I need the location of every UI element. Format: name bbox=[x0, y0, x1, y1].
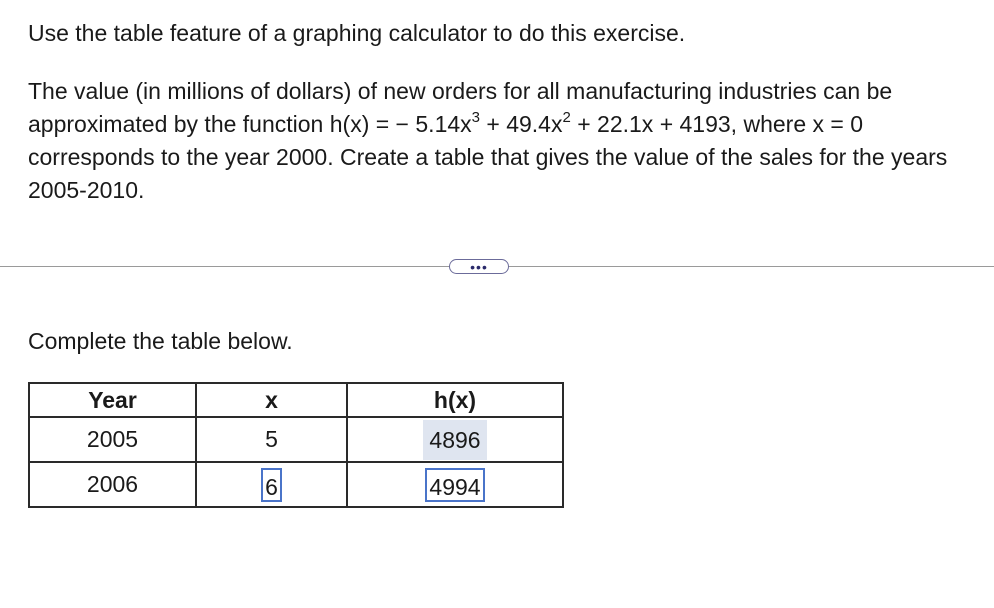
header-x: x bbox=[196, 383, 347, 417]
instructions-text: Use the table feature of a graphing calculator to do this exercise. bbox=[28, 20, 686, 46]
year-cell: 2005 bbox=[29, 417, 196, 462]
x-cell: 5 bbox=[196, 417, 347, 462]
table-prompt: Complete the table below. bbox=[28, 328, 293, 354]
x-cell bbox=[196, 462, 347, 507]
table-row bbox=[29, 462, 563, 507]
x-answer-input[interactable]: 6 bbox=[261, 468, 282, 502]
table-header-row bbox=[29, 383, 563, 417]
exponent-squared: 2 bbox=[562, 109, 571, 127]
problem-text-part1: The value (in millions of dollars) of new orders for all manufacturing industries can be approximated by the function h(x) = − 5.14x bbox=[28, 78, 893, 137]
hx-answer-value: 4896 bbox=[423, 420, 486, 460]
year-cell: 2006 bbox=[29, 462, 196, 507]
problem-text-part3: + 22.1x + 4193, where x = 0 corresponds to the year 2000. Create a table that gives the value of the sales for the years 2005-2010. bbox=[28, 111, 948, 203]
header-year: Year bbox=[29, 383, 196, 417]
expand-more-button[interactable]: ••• bbox=[449, 259, 509, 274]
hx-answer-input[interactable]: 4994 bbox=[425, 468, 484, 502]
header-hx: h(x) bbox=[347, 383, 563, 417]
problem-statement bbox=[28, 75, 983, 207]
hx-cell bbox=[347, 417, 563, 462]
values-table bbox=[28, 382, 564, 508]
hx-cell bbox=[347, 462, 563, 507]
table-row bbox=[29, 417, 563, 462]
problem-text-part2: + 49.4x bbox=[480, 111, 563, 137]
exponent-cubed: 3 bbox=[471, 109, 480, 127]
